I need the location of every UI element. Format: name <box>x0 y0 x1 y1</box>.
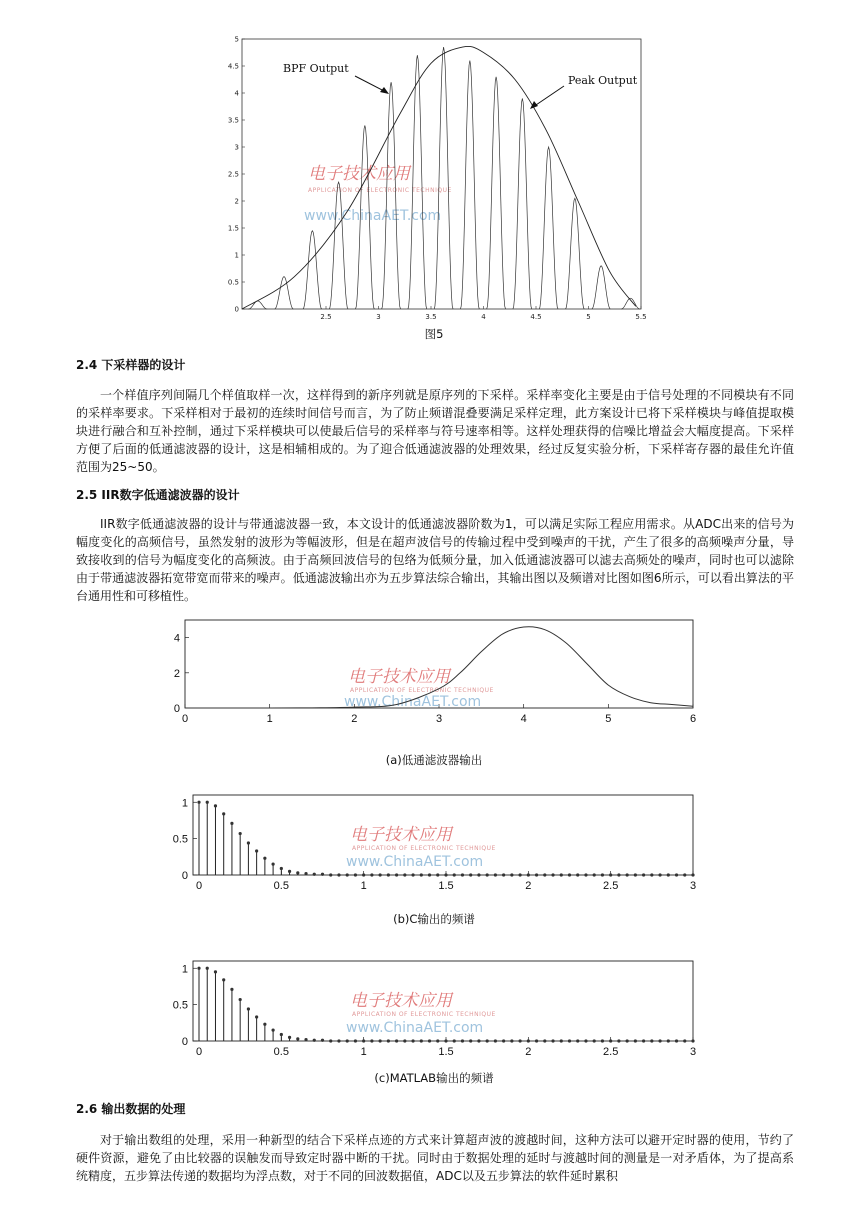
watermark-subtitle: APPLICATION OF ELECTRONIC TECHNIQUE <box>352 845 496 852</box>
spectrum-stem-marker <box>667 873 670 876</box>
spectrum-stem-marker <box>568 873 571 876</box>
spectrum-stem-marker <box>527 873 530 876</box>
spectrum-stem-marker <box>502 873 505 876</box>
spectrum-stem-marker <box>255 849 258 852</box>
x-tick-label: 3 <box>689 1046 697 1058</box>
spectrum-stem-marker <box>477 1039 480 1042</box>
spectrum-stem-marker <box>206 801 209 804</box>
spectrum-stem-marker <box>510 873 513 876</box>
x-tick-label: 0.5 <box>273 880 289 892</box>
peak-output-label: Peak Output <box>568 74 638 87</box>
spectrum-stem-marker <box>551 873 554 876</box>
spectrum-stem-marker <box>617 1039 620 1042</box>
spectrum-stem-marker <box>420 1039 423 1042</box>
spectrum-stem-marker <box>527 1039 530 1042</box>
watermark-subtitle: APPLICATION OF ELECTRONIC TECHNIQUE <box>352 1011 496 1018</box>
spectrum-stem-marker <box>444 873 447 876</box>
watermark-url: www.ChinaAET.com <box>346 1020 484 1036</box>
spectrum-stem-marker <box>428 873 431 876</box>
spectrum-stem-marker <box>469 873 472 876</box>
spectrum-stem-marker <box>634 1039 637 1042</box>
spectrum-stem-marker <box>387 873 390 876</box>
spectrum-stem-marker <box>584 873 587 876</box>
x-tick-label: 2 <box>351 713 358 724</box>
spectrum-stem-marker <box>395 873 398 876</box>
spectrum-stem-marker <box>214 970 217 973</box>
spectrum-stem-marker <box>411 873 414 876</box>
y-tick-label: 5 <box>234 35 239 44</box>
spectrum-stem-marker <box>222 978 225 981</box>
spectrum-stem-marker <box>584 1039 587 1042</box>
spectrum-stem-marker <box>206 967 209 970</box>
x-tick-label: 5.5 <box>635 313 647 321</box>
x-tick-label: 2 <box>525 880 532 892</box>
y-tick-label: 2 <box>234 197 239 206</box>
section-2-6-heading: 2.6 输出数据的处理 <box>76 1102 186 1116</box>
spectrum-stem-marker <box>321 873 324 876</box>
spectrum-stem-marker <box>239 832 242 835</box>
spectrum-stem-marker <box>403 1039 406 1042</box>
bpf-output-label: BPF Output <box>283 62 349 75</box>
spectrum-stem-marker <box>239 998 242 1001</box>
y-tick-label: 0.5 <box>172 833 188 846</box>
spectrum-stem-marker <box>675 1039 678 1042</box>
x-tick-label: 1.5 <box>438 880 454 892</box>
spectrum-stem-marker <box>304 872 307 875</box>
spectrum-stem-marker <box>337 873 340 876</box>
watermark-subtitle: APPLICATION OF ELECTRONIC TECHNIQUE <box>308 187 452 194</box>
spectrum-stem-marker <box>379 1039 382 1042</box>
x-tick-label: 1.5 <box>438 1046 454 1058</box>
spectrum-stem-marker <box>453 1039 456 1042</box>
x-tick-label: 0 <box>181 713 189 724</box>
spectrum-stem-marker <box>626 1039 629 1042</box>
y-tick-label: 4.5 <box>228 62 239 71</box>
y-tick-label: 0 <box>181 870 188 882</box>
spectrum-stem-marker <box>387 1039 390 1042</box>
spectrum-stem-marker <box>469 1039 472 1042</box>
spectrum-stem-marker <box>543 873 546 876</box>
spectrum-stem-marker <box>609 1039 612 1042</box>
spectrum-stem-marker <box>197 967 200 970</box>
figure6a-caption: (a)低通滤波器输出 <box>385 753 483 767</box>
x-tick-label: 2.5 <box>603 880 619 892</box>
y-tick-label: 3.5 <box>228 116 239 125</box>
spectrum-stem-marker <box>486 1039 489 1042</box>
x-tick-label: 0 <box>195 1046 203 1058</box>
watermark-logo-text: 电子技术应用 <box>350 825 452 845</box>
y-tick-label: 1 <box>234 251 239 260</box>
spectrum-stem-marker <box>395 1039 398 1042</box>
y-tick-label: 0 <box>234 305 239 314</box>
y-tick-label: 1 <box>181 963 188 976</box>
spectrum-stem-marker <box>288 870 291 873</box>
spectrum-stem-marker <box>296 1037 299 1040</box>
spectrum-stem-marker <box>609 873 612 876</box>
section-2-6-paragraph: 对于输出数组的处理，采用一种新型的结合下采样点迹的方式来计算超声波的渡越时间，这种方法可以避开定时器的使用，节约了硬件资源，避免了由比较器的误触发而导致定时器中断的干扰。同时由于数据处理的延时与渡越时间的测量是一对矛盾体，为了提高系统精度，五步算法传递的数据均为浮点数，对于不同的回波数据值，ADC以及五步算法的软件延时累积 <box>76 1133 794 1183</box>
x-tick-label: 6 <box>689 713 697 724</box>
x-tick-label: 3.5 <box>425 313 437 321</box>
x-tick-label: 2.5 <box>320 313 332 321</box>
spectrum-stem-marker <box>313 873 316 876</box>
spectrum-stem-marker <box>329 873 332 876</box>
spectrum-stem-marker <box>494 1039 497 1042</box>
watermark-url: www.ChinaAET.com <box>344 694 482 710</box>
spectrum-stem-marker <box>658 873 661 876</box>
section-2-4-heading: 2.4 下采样器的设计 <box>76 358 186 372</box>
watermark-url: www.ChinaAET.com <box>304 208 442 224</box>
x-tick-label: 5 <box>586 313 591 321</box>
spectrum-stem-marker <box>568 1039 571 1042</box>
y-tick-label: 4 <box>234 89 239 98</box>
spectrum-stem-marker <box>296 871 299 874</box>
spectrum-stem-marker <box>658 1039 661 1042</box>
spectrum-stem-marker <box>255 1015 258 1018</box>
spectrum-stem-marker <box>486 873 489 876</box>
figure6b-chart <box>170 790 700 895</box>
spectrum-stem-marker <box>535 873 538 876</box>
spectrum-stem-marker <box>263 857 266 860</box>
spectrum-stem-marker <box>601 1039 604 1042</box>
y-tick-label: 3 <box>234 143 239 152</box>
x-tick-label: 0.5 <box>273 1046 289 1058</box>
x-tick-label: 4 <box>481 313 486 321</box>
spectrum-stem-marker <box>362 873 365 876</box>
y-tick-label: 2.5 <box>228 170 239 179</box>
y-tick-label: 1 <box>181 797 188 810</box>
spectrum-stem-marker <box>642 873 645 876</box>
spectrum-stem-marker <box>428 1039 431 1042</box>
figure5-chart <box>228 34 648 324</box>
section-2-4-paragraph: 一个样值序列间隔几个样值取样一次，这样得到的新序列就是原序列的下采样。采样率变化主要是由于信号处理的不同模块有不同的采样率要求。下采样相对于最初的连续时间信号而言，为了防止频谱混叠要满足采样定理，此方案设计已将下采样模块与峰值提取模块进行融合和互补控制，通过下采样模块可以使最后信号的采样率与符号速率相等。这样处理获得的信噪比增益会大幅度提高。下采样方便了后面的低通滤波器的设计，这是相辅相成的。为了迎合低通滤波器的处理效果，经过反复实验分析，下采样寄存器的最佳允许值范围为25~50。 <box>76 388 794 474</box>
x-tick-label: 1 <box>266 713 273 724</box>
spectrum-stem-marker <box>370 873 373 876</box>
spectrum-stem-marker <box>329 1039 332 1042</box>
y-tick-label: 0.5 <box>228 278 239 287</box>
spectrum-stem-marker <box>354 873 357 876</box>
spectrum-stem-marker <box>593 873 596 876</box>
x-tick-label: 3 <box>689 880 697 892</box>
spectrum-stem-marker <box>650 1039 653 1042</box>
watermark-logo-text: 电子技术应用 <box>348 667 450 687</box>
figure5-caption: 图5 <box>424 327 444 341</box>
spectrum-stem-marker <box>214 804 217 807</box>
spectrum-stem-marker <box>667 1039 670 1042</box>
y-tick-label: 0.5 <box>172 999 188 1012</box>
spectrum-stem-marker <box>453 873 456 876</box>
y-tick-label: 0 <box>181 1036 188 1048</box>
spectrum-stem-marker <box>370 1039 373 1042</box>
y-tick-label: 4 <box>173 632 180 645</box>
spectrum-stem-marker <box>650 873 653 876</box>
x-tick-label: 4.5 <box>530 313 542 321</box>
spectrum-stem-marker <box>560 1039 563 1042</box>
spectrum-stem-marker <box>576 873 579 876</box>
spectrum-stem-marker <box>626 873 629 876</box>
spectrum-stem-marker <box>247 841 250 844</box>
figure6a-chart <box>168 612 703 724</box>
x-tick-label: 4 <box>520 713 527 724</box>
watermark-url: www.ChinaAET.com <box>346 854 484 870</box>
x-tick-label: 2 <box>525 1046 532 1058</box>
y-tick-label: 1.5 <box>228 224 239 233</box>
spectrum-stem-marker <box>304 1038 307 1041</box>
spectrum-stem-marker <box>642 1039 645 1042</box>
y-tick-label: 2 <box>173 667 180 680</box>
x-tick-label: 3 <box>435 713 443 724</box>
spectrum-stem-marker <box>519 873 522 876</box>
spectrum-stem-marker <box>230 988 233 991</box>
watermark-subtitle: APPLICATION OF ELECTRONIC TECHNIQUE <box>350 687 494 694</box>
spectrum-stem-marker <box>420 873 423 876</box>
spectrum-stem-marker <box>535 1039 538 1042</box>
spectrum-stem-marker <box>247 1007 250 1010</box>
spectrum-stem-marker <box>346 1039 349 1042</box>
watermark-logo-text: 电子技术应用 <box>308 164 410 184</box>
spectrum-stem-marker <box>272 862 275 865</box>
spectrum-stem-marker <box>321 1039 324 1042</box>
x-tick-label: 3 <box>376 313 381 321</box>
spectrum-stem-marker <box>502 1039 505 1042</box>
spectrum-stem-marker <box>551 1039 554 1042</box>
spectrum-stem-marker <box>494 873 497 876</box>
spectrum-stem-marker <box>675 873 678 876</box>
spectrum-stem-marker <box>543 1039 546 1042</box>
x-tick-label: 2.5 <box>603 1046 619 1058</box>
spectrum-stem-marker <box>510 1039 513 1042</box>
spectrum-stem-marker <box>634 873 637 876</box>
spectrum-stem-marker <box>436 873 439 876</box>
x-tick-label: 1 <box>360 1046 367 1058</box>
spectrum-stem-marker <box>683 873 686 876</box>
spectrum-stem-marker <box>560 873 563 876</box>
figure6c-caption: (c)MATLAB输出的频谱 <box>374 1071 494 1085</box>
spectrum-stem-marker <box>691 1039 694 1042</box>
spectrum-stem-marker <box>436 1039 439 1042</box>
spectrum-stem-marker <box>346 873 349 876</box>
x-tick-label: 0 <box>195 880 203 892</box>
spectrum-stem-marker <box>477 873 480 876</box>
spectrum-stem-marker <box>444 1039 447 1042</box>
spectrum-stem-marker <box>230 822 233 825</box>
spectrum-stem-marker <box>362 1039 365 1042</box>
spectrum-stem-marker <box>461 1039 464 1042</box>
spectrum-stem-marker <box>617 873 620 876</box>
spectrum-stem-marker <box>272 1028 275 1031</box>
spectrum-stem-marker <box>263 1023 266 1026</box>
spectrum-stem-marker <box>403 873 406 876</box>
spectrum-stem-marker <box>519 1039 522 1042</box>
spectrum-stem-marker <box>313 1039 316 1042</box>
section-2-5-paragraph: IIR数字低通滤波器的设计与带通滤波器一致，本文设计的低通滤波器阶数为1，可以满足实际工程应用需求。从ADC出来的信号为幅度变化的高频信号，虽然发射的波形为等幅波形，但是在超声波信号的传输过程中受到噪声的干扰，产生了很多的高频噪声分量，导致接收到的信号为幅度变化的高频波。由于高频回波信号的包络为低频分量，加入低通滤波器可以滤去高频处的噪声，同时也可以滤除由于带通滤波器拓宽带宽而带来的噪声。低通滤波输出亦为五步算法综合输出，其输出图以及频谱对比图如图6所示，可以看出算法的平台通用性和可移植性。 <box>76 517 794 603</box>
spectrum-stem-marker <box>691 873 694 876</box>
spectrum-stem-marker <box>683 1039 686 1042</box>
watermark-logo-text: 电子技术应用 <box>350 991 452 1011</box>
y-tick-label: 0 <box>173 703 180 715</box>
spectrum-stem-marker <box>337 1039 340 1042</box>
section-2-5-heading: 2.5 IIR数字低通滤波器的设计 <box>76 488 240 502</box>
spectrum-stem-marker <box>576 1039 579 1042</box>
spectrum-stem-marker <box>354 1039 357 1042</box>
spectrum-stem-marker <box>461 873 464 876</box>
spectrum-stem-marker <box>280 867 283 870</box>
x-tick-label: 1 <box>360 880 367 892</box>
spectrum-stem-marker <box>197 801 200 804</box>
figure6c-chart <box>170 956 700 1061</box>
spectrum-stem-marker <box>379 873 382 876</box>
spectrum-stem-marker <box>411 1039 414 1042</box>
spectrum-stem-marker <box>288 1036 291 1039</box>
spectrum-stem-marker <box>280 1033 283 1036</box>
spectrum-stem-marker <box>601 873 604 876</box>
x-tick-label: 5 <box>605 713 612 724</box>
spectrum-stem-marker <box>593 1039 596 1042</box>
figure6b-caption: (b)C输出的频谱 <box>393 912 475 926</box>
spectrum-stem-marker <box>222 812 225 815</box>
